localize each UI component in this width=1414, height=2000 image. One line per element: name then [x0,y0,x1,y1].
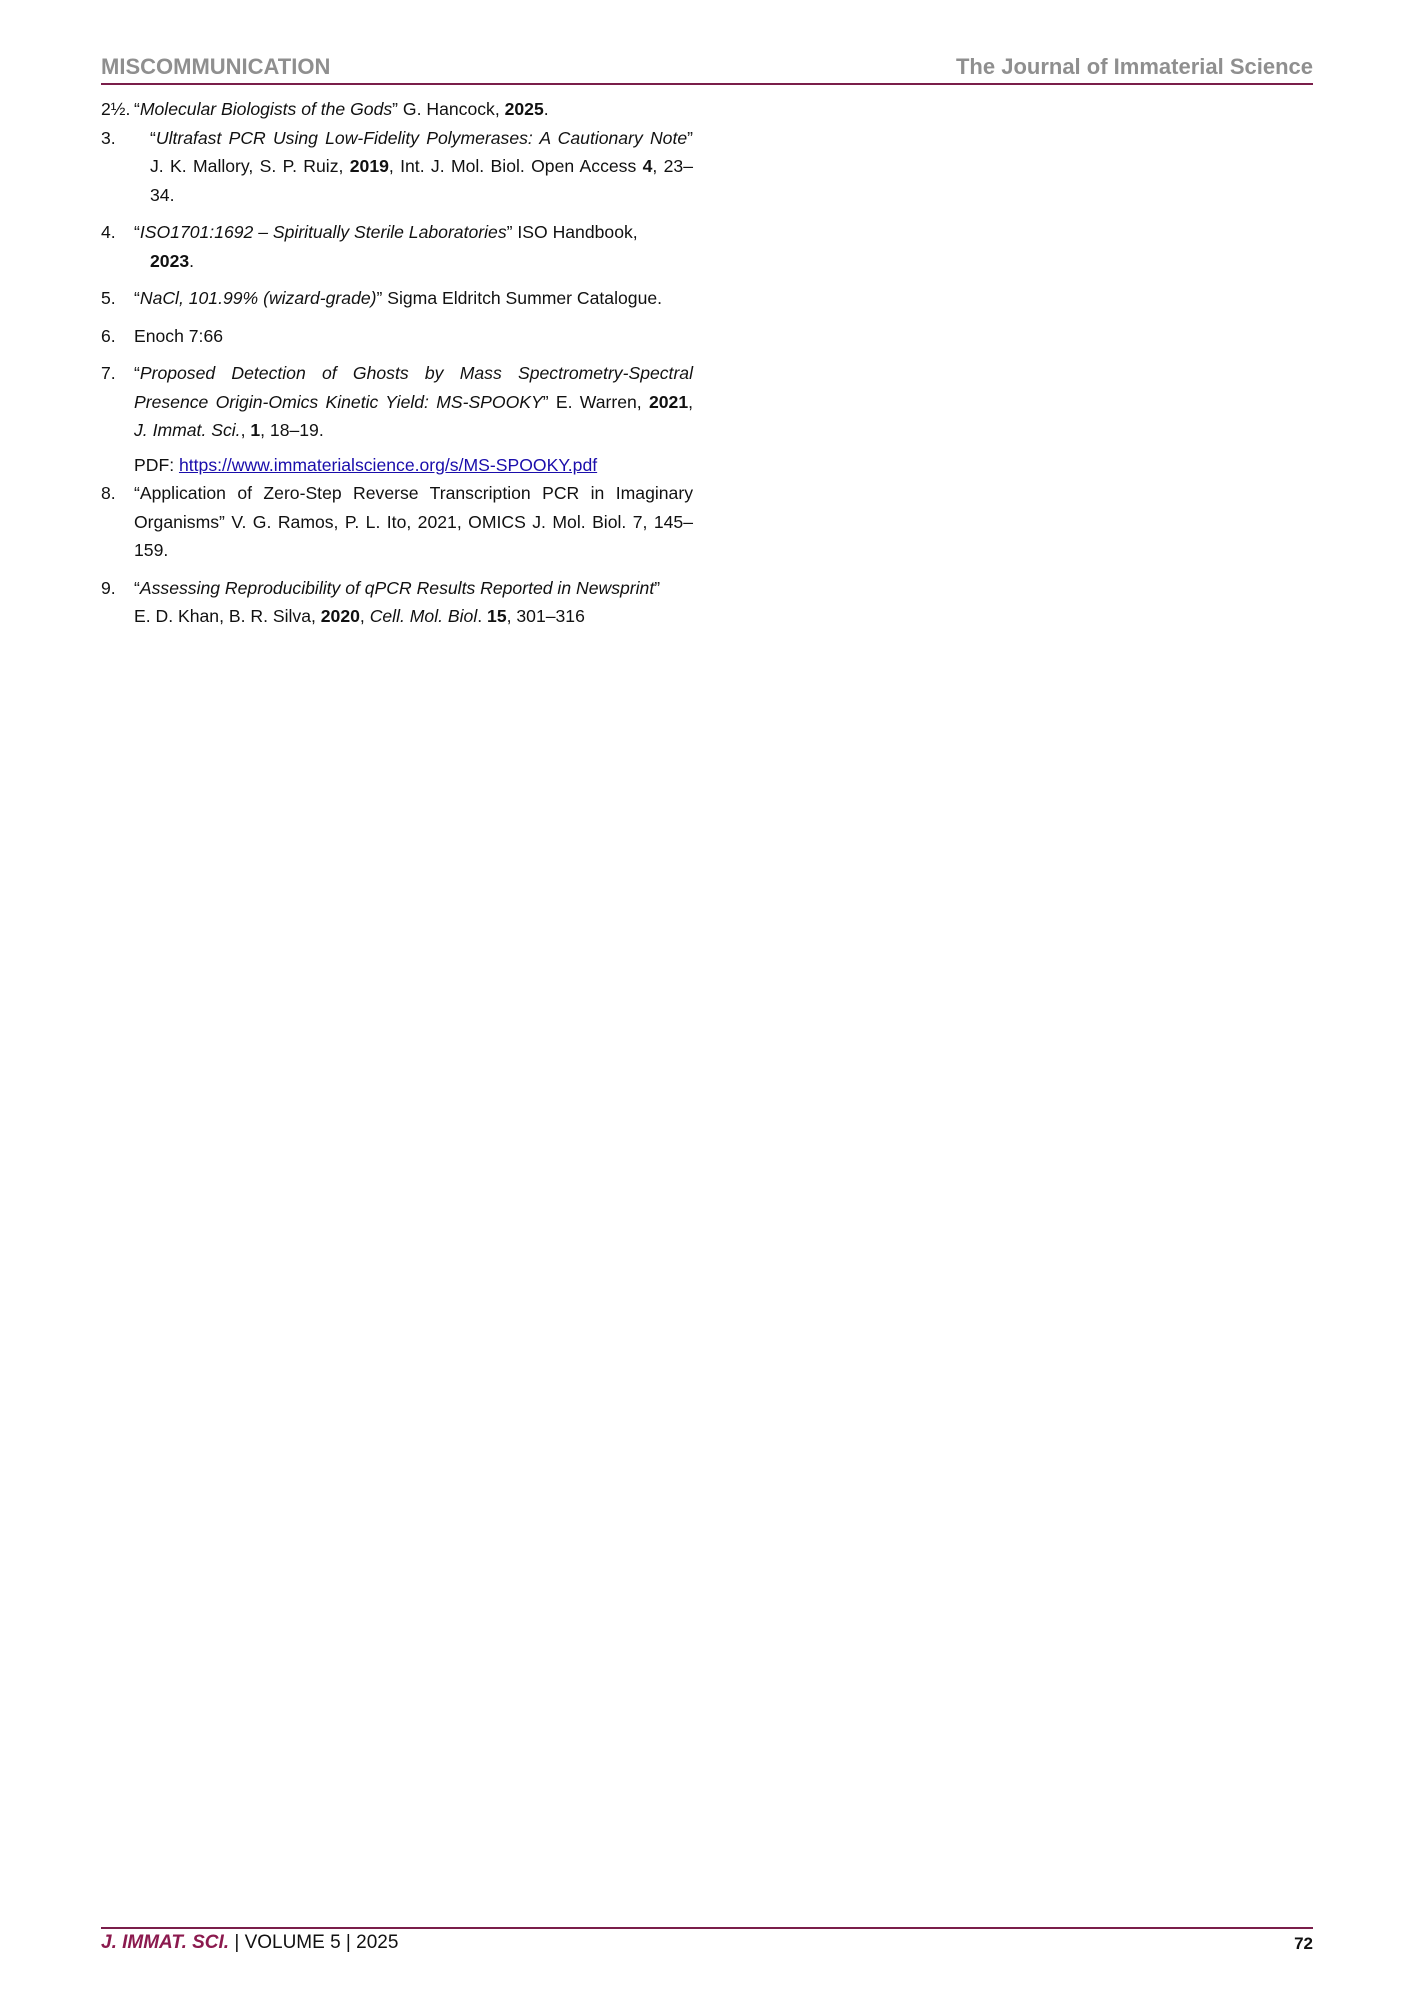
reference-title: ISO1701:1692 – Spiritually Sterile Laboratories [139,222,507,242]
footer-journal-abbrev: J. IMMAT. SCI. [101,1932,230,1953]
reference-item [101,479,693,565]
reference-item: 2½. “Molecular Biologists of the Gods” G. Hancock, 2025. [101,95,693,124]
reference-number: 8. [101,483,116,503]
reference-item [101,322,693,351]
reference-authors: J. K. Mallory, S. P. Ruiz, [150,156,350,176]
reference-pages: , 23–34. [150,156,693,205]
reference-title: Proposed Detection of Ghosts by Mass Spectrometry-Spectral Presence Origin-Omics Kinetic Yield: MS-SPOOKY [134,363,693,412]
reference-text: Enoch 7:66 [134,325,224,346]
reference-list [101,95,693,640]
reference-authors: G. Hancock, [398,99,505,119]
reference-year: 2025 [504,99,544,119]
reference-journal: J. Immat. Sci. [134,420,241,440]
reference-text: “Application of Zero-Step Reverse Transcription PCR in Imaginary Organisms” V. G. Ramos, P. L. Ito, 2021, OMICS J. Mol. Biol. 7, 145–159. [134,483,693,560]
reference-year: 2019 [349,156,389,176]
header-rule [101,83,1313,85]
reference-item: 5. “NaCl, 101.99% (wizard-grade)” Sigma Eldritch Summer Catalogue. [101,284,693,313]
reference-number: 9. [101,577,116,598]
pdf-link[interactable]: https://www.immaterialscience.org/s/MS-SPOOKY.pdf [178,454,598,475]
reference-volume: 15 [487,606,507,626]
running-header-section: MISCOMMUNICATION [101,54,331,79]
reference-authors: E. Warren, [548,391,649,412]
reference-volume: 4 [642,156,653,176]
reference-item: 7. “Proposed Detection of Ghosts by Mass Spectrometry-Spectral Presence Origin-Omics Kinetic Yield: MS-SPOOKY” E. Warren, 2021, J. Immat. Sci., 1, 18–19. [101,359,693,445]
reference-number: 5. [101,288,116,308]
reference-number: 4. [101,222,116,242]
reference-year: 2023 [150,250,190,271]
footer-volume-year: | VOLUME 5 | 2025 [229,1932,399,1953]
page-number: 72 [1294,1934,1313,1953]
reference-source: Sigma Eldritch Summer Catalogue. [382,288,663,308]
reference-journal: Cell. Mol. Biol [369,606,478,626]
reference-source: , Int. J. Mol. Biol. Open Access [388,156,643,176]
reference-source: ISO Handbook, [512,222,638,242]
running-header-journal: The Journal of Immaterial Science [955,54,1313,79]
reference-item: 4. “ISO1701:1692 – Spiritually Sterile Laboratories” ISO Handbook, 2023. [101,218,693,275]
reference-year: 2020 [320,606,360,626]
footer-rule [101,1927,1313,1929]
footer-citation [101,1932,398,1954]
reference-title: Ultrafast PCR Using Low-Fidelity Polymerases: A Cautionary Note [155,127,688,148]
reference-authors: E. D. Khan, B. R. Silva, [134,606,321,626]
reference-pages: , 301–316 [506,606,585,626]
reference-number: 2½. [101,99,131,119]
pdf-label: PDF: [134,454,179,475]
reference-year: 2021 [648,391,689,412]
reference-number: 7. [101,363,116,383]
reference-item: 3. “Ultrafast PCR Using Low-Fidelity Polymerases: A Cautionary Note” J. K. Mallory, S. P. Ruiz, 2019, Int. J. Mol. Biol. Open Access 4, 23–34. [101,124,693,210]
reference-item: 9. “Assessing Reproducibility of qPCR Results Reported in Newsprint” E. D. Khan, B. R. Silva, 2020, Cell. Mol. Biol. 15, 301–316 [101,574,693,631]
reference-title: Assessing Reproducibility of qPCR Results Reported in Newsprint [139,577,655,598]
reference-pages: , 18–19. [260,420,324,440]
reference-title: Molecular Biologists of the Gods [139,99,393,119]
reference-number: 3. [101,127,116,148]
reference-title: NaCl, 101.99% (wizard-grade) [139,288,377,308]
reference-volume: 1 [250,420,261,440]
reference-pdf-line [101,451,693,480]
reference-number: 6. [101,325,116,346]
